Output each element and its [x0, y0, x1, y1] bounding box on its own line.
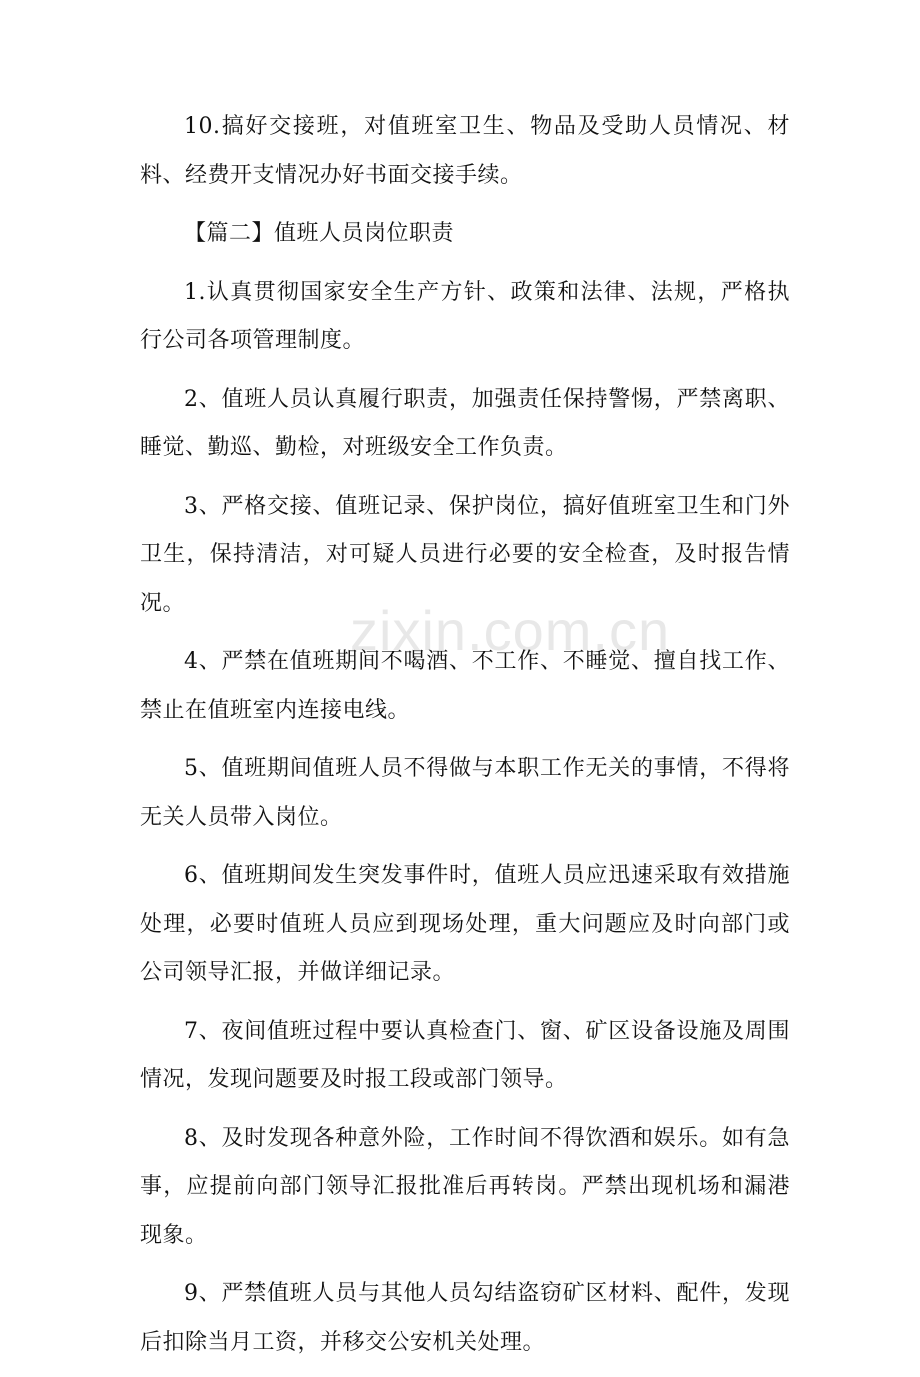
paragraph-item-3: 3、严格交接、值班记录、保护岗位，搞好值班室卫生和门外卫生，保持清洁，对可疑人员进行必要的安全检查，及时报告情况。	[140, 493, 790, 616]
paragraph-item-2: 2、值班人员认真履行职责，加强责任保持警惕，严禁离职、睡觉、勤巡、勤检，对班级安全工作负责。	[140, 386, 790, 460]
paragraph-item-7: 7、夜间值班过程中要认真检查门、窗、矿区设备设施及周围情况，发现问题要及时报工段或部门领导。	[140, 1018, 790, 1092]
paragraph-item-8: 8、及时发现各种意外险，工作时间不得饮酒和娱乐。如有急事，应提前向部门领导汇报批准后再转岗。严禁出现机场和漏港现象。	[140, 1125, 790, 1248]
paragraph-item-5: 5、值班期间值班人员不得做与本职工作无关的事情，不得将无关人员带入岗位。	[140, 756, 790, 830]
section-heading: 【篇二】值班人员岗位职责	[184, 221, 455, 246]
document-body	[140, 103, 790, 1377]
paragraph-item-10: 10.搞好交接班，对值班室卫生、物品及受助人员情况、材料、经费开支情况办好书面交接手续。	[140, 114, 790, 188]
watermark: zixin.com.cn	[350, 599, 671, 662]
paragraph-item-1: 1.认真贯彻国家安全生产方针、政策和法律、法规，严格执行公司各项管理制度。	[140, 279, 790, 353]
paragraph-item-9: 9、严禁值班人员与其他人员勾结盗窃矿区材料、配件，发现后扣除当月工资，并移交公安机关处理。	[140, 1281, 790, 1355]
paragraph-item-4: 4、严禁在值班期间不喝酒、不工作、不睡觉、擅自找工作、禁止在值班室内连接电线。	[140, 649, 790, 723]
paragraph-item-6: 6、值班期间发生突发事件时，值班人员应迅速采取有效措施处理，必要时值班人员应到现场处理，重大问题应及时向部门或公司领导汇报，并做详细记录。	[140, 863, 790, 985]
